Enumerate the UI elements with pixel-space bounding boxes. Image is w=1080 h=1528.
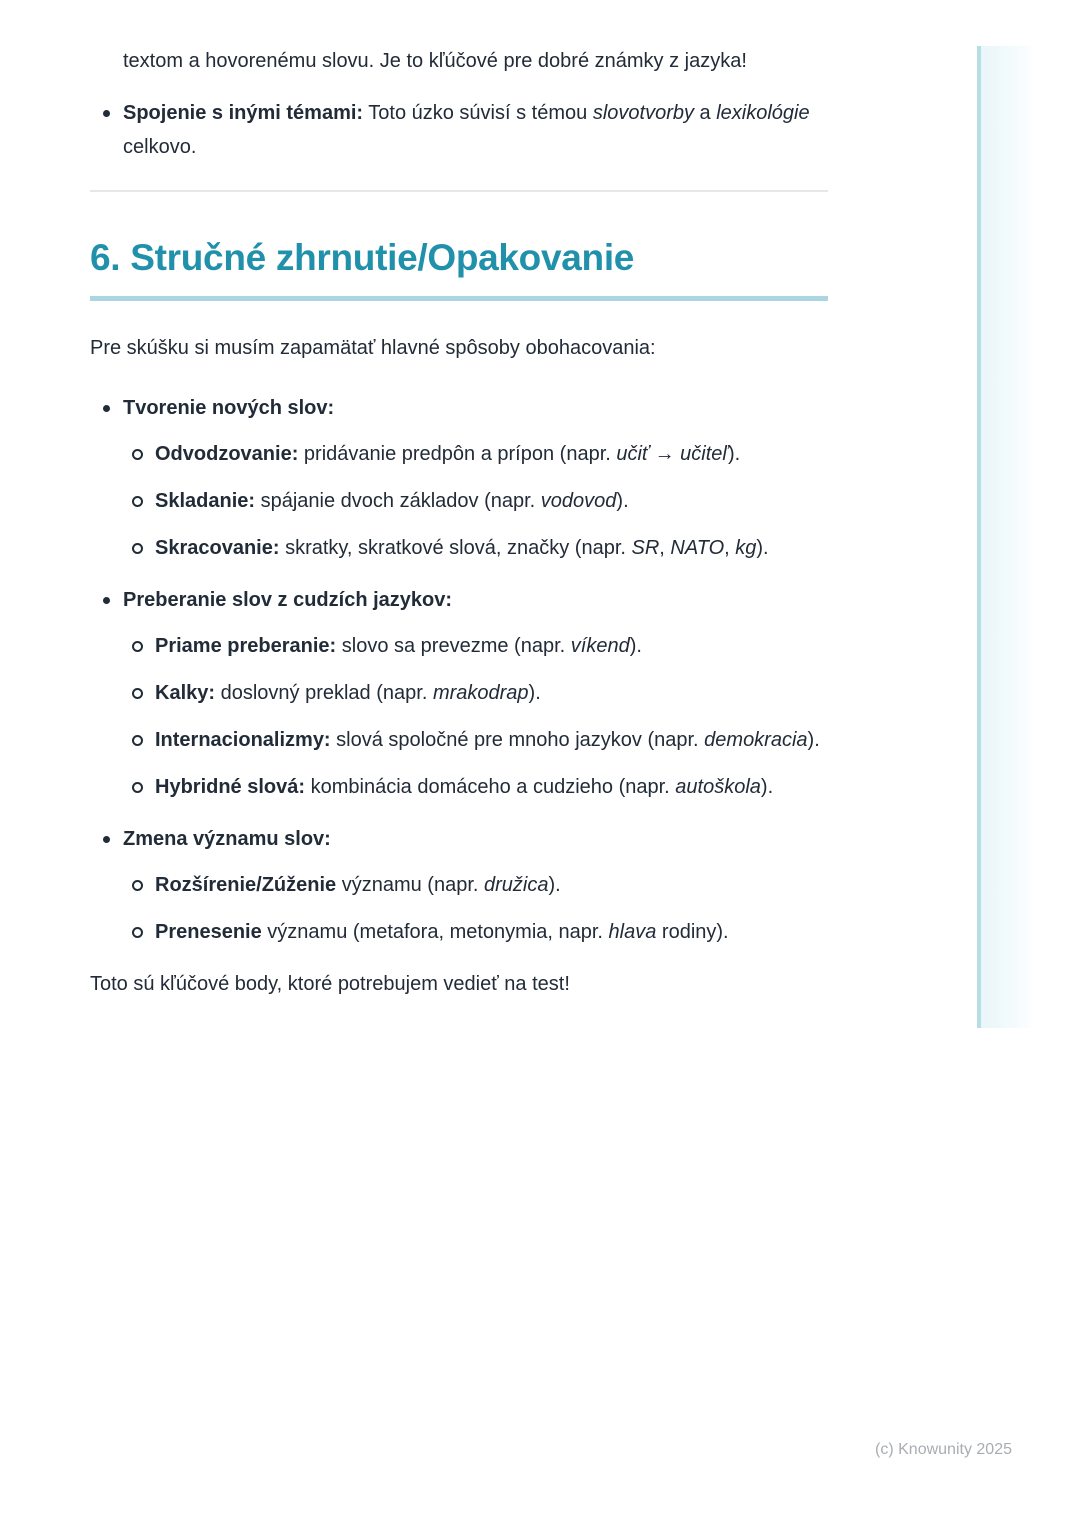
list-item [123, 629, 828, 663]
example-italic: SR [631, 537, 660, 559]
example-italic: vodovod [540, 490, 617, 512]
page-edge-highlight-bar [977, 46, 1033, 1028]
text-run: ). [756, 537, 769, 559]
text-run: ). [616, 490, 629, 512]
term-label: Rozšírenie/Zúženie [155, 874, 337, 896]
text-run: rodiny). [656, 921, 729, 943]
text-run: ). [548, 874, 561, 896]
list-item [90, 96, 828, 164]
example-italic: družica [484, 874, 549, 896]
list-item [123, 437, 828, 471]
summary-list [90, 391, 828, 949]
text-run: , [724, 537, 736, 559]
text-run: ). [728, 443, 741, 465]
text-run: slovo sa prevezme (napr. [336, 635, 571, 657]
text-run: a [693, 102, 717, 124]
text-run: významu (metafora, metonymia, napr. [261, 921, 609, 943]
example-italic: slovotvorby [592, 102, 694, 124]
example-italic: demokracia [704, 729, 808, 751]
text-run: ). [760, 776, 774, 798]
term-label: Skladanie: [155, 490, 256, 512]
text-run: významu (napr. [336, 874, 484, 896]
group-label: Tvorenie nových slov: [123, 397, 335, 419]
list-item [123, 723, 828, 757]
heading-underline [90, 296, 828, 301]
example-italic: autoškola [675, 776, 761, 798]
text-run: pridávanie predpôn a prípon (napr. [298, 443, 617, 465]
document-content [90, 0, 828, 1001]
example-italic: učiť [616, 443, 650, 465]
list-item-group [90, 583, 828, 804]
list-item [123, 531, 828, 565]
text-run: celkovo. [123, 136, 197, 158]
text-run: Toto úzko súvisí s témou [363, 102, 593, 124]
term-label: Spojenie s inými témami: [123, 102, 364, 124]
term-label: Prenesenie [155, 921, 262, 943]
sub-list [123, 868, 828, 949]
term-label: Skracovanie: [155, 537, 280, 559]
group-label: Preberanie slov z cudzích jazykov: [123, 589, 453, 611]
text-run: spájanie dvoch základov (napr. [255, 490, 541, 512]
text-run: ). [807, 729, 820, 751]
list-item [123, 484, 828, 518]
list-item [123, 868, 828, 902]
term-label: Kalky: [155, 682, 216, 704]
example-italic: mrakodrap [432, 682, 529, 704]
list-item [123, 770, 828, 804]
term-label: Internacionalizmy: [155, 729, 331, 751]
list-item [123, 676, 828, 710]
text-run: skratky, skratkové slová, značky (napr. [279, 537, 632, 559]
list-item-group [90, 391, 828, 565]
example-italic: lexikológie [716, 102, 810, 124]
text-run: , [659, 537, 671, 559]
text-run: ). [629, 635, 642, 657]
list-item [123, 915, 828, 949]
example-italic: víkend [570, 635, 630, 657]
text-run: doslovný preklad (napr. [215, 682, 433, 704]
example-italic: NATO [670, 537, 725, 559]
lead-paragraph: Pre skúšku si musím zapamätať hlavné spôsoby obohacovania: [90, 337, 656, 359]
intro-bullet-list [90, 96, 828, 164]
term-label: Hybridné slová: [155, 776, 306, 798]
example-italic: hlava [608, 921, 657, 943]
outro-paragraph: Toto sú kľúčové body, ktoré potrebujem vedieť na test! [90, 973, 570, 995]
paragraph-continuation: textom a hovorenému slovu. Je to kľúčové pre dobré známky z jazyka! [123, 50, 747, 72]
copyright-footer: (c) Knowunity 2025 [875, 1441, 1012, 1458]
term-label: Priame preberanie: [155, 635, 337, 657]
text-run: kombinácia domáceho a cudzieho (napr. [305, 776, 676, 798]
section-heading: 6. Stručné zhrnutie/Opakovanie [90, 237, 635, 278]
list-item-group [90, 822, 828, 949]
text-run: slová spoločné pre mnoho jazykov (napr. [330, 729, 705, 751]
sub-list [123, 629, 828, 804]
text-run: ). [528, 682, 541, 704]
term-label: Odvodzovanie: [155, 443, 299, 465]
example-italic: učiteľ [680, 443, 729, 465]
arrow-glyph: → [649, 443, 681, 465]
example-italic: kg [735, 537, 757, 559]
sub-list [123, 437, 828, 565]
section-divider [90, 190, 828, 192]
group-label: Zmena významu slov: [123, 828, 331, 850]
